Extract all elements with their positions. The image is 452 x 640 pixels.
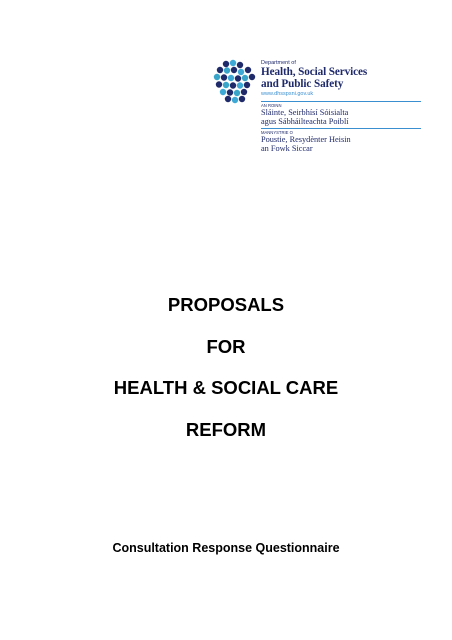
logo-divider [261, 101, 421, 102]
document-subtitle: Consultation Response Questionnaire [112, 541, 340, 555]
department-website: www.dhsspsni.gov.uk [261, 91, 314, 97]
logo-divider [261, 128, 421, 129]
ulster-scots-name-line1: Poustie, Resydènter Heisin [261, 135, 351, 144]
irish-name-line1: Sláinte, Seirbhísí Sóisialta [261, 108, 349, 117]
department-logo-text [261, 60, 421, 153]
department-name-line1: Health, Social Services [261, 66, 368, 78]
irish-label: AN ROINN [261, 103, 282, 108]
document-title [0, 295, 452, 461]
logo-hex-cluster [214, 60, 255, 103]
title-line-proposals: PROPOSALS [167, 294, 285, 315]
department-logo-icon [211, 57, 261, 107]
title-line-health-social-care: HEALTH & SOCIAL CARE [113, 377, 339, 398]
ulster-scots-label: MANNYSTRIE O [261, 130, 293, 135]
department-name-line2: and Public Safety [261, 77, 344, 90]
title-line-for: FOR [206, 335, 246, 357]
ulster-scots-name-line2: an Fowk Siccar [261, 144, 313, 153]
title-line-reform: REFORM [185, 418, 267, 440]
department-of-label: Department of [261, 60, 296, 66]
irish-name-line2: agus Sábháilteachta Poiblí [261, 117, 349, 126]
